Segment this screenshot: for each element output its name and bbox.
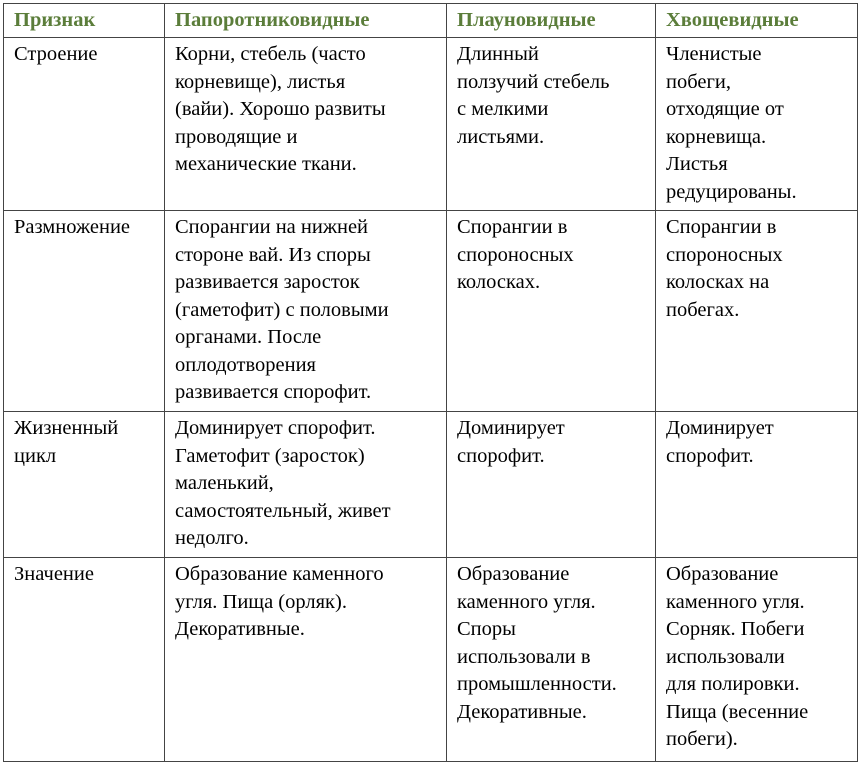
cell-text-line: Жизненный: [14, 417, 119, 439]
cell-clubmosses: [447, 412, 656, 558]
cell-text-line: развивается спорофит.: [175, 381, 372, 403]
cell-text-line: с мелкими: [457, 98, 549, 120]
cell-text-line: Спорангии на нижней: [175, 216, 369, 238]
cell-text-line: стороне вай. Из споры: [175, 243, 371, 266]
cell-text-line: спороносных: [457, 243, 574, 266]
cell-text-line: побегах.: [666, 298, 740, 321]
cell-text-line: Сорняк. Побеги: [666, 618, 805, 640]
cell-feature: Значение: [4, 558, 165, 762]
table-row-significance: [4, 558, 858, 762]
cell-ferns: [165, 38, 447, 211]
cell-text-line: отходящие от: [666, 98, 784, 120]
cell-text-line: Декоративные.: [457, 700, 587, 723]
header-clubmosses: Плауновидные: [447, 4, 656, 38]
table-row-structure: [4, 38, 858, 211]
cell-text-line: Образование каменного: [175, 563, 384, 585]
cell-text-line: Гаметофит (заросток): [175, 444, 365, 467]
cell-text-line: корневища.: [666, 125, 767, 148]
cell-text-line: Образование: [666, 563, 779, 585]
cell-text-line: Корни, стебель (часто: [175, 43, 366, 65]
header-horsetails: Хвощевидные: [656, 4, 858, 38]
cell-text-line: Доминирует спорофит.: [175, 417, 376, 439]
cell-text-line: недолго.: [175, 527, 249, 549]
cell-horsetails: [656, 558, 858, 762]
header-feature: Признак: [4, 4, 165, 38]
cell-text-line: для полировки.: [666, 673, 800, 695]
cell-text-line: побеги).: [666, 728, 738, 750]
cell-text-line: механические ткани.: [175, 153, 357, 175]
cell-text-line: Длинный: [457, 43, 539, 65]
cell-text-line: использовали в: [457, 645, 591, 668]
comparison-table-container: [3, 3, 858, 762]
cell-text-line: развивается заросток: [175, 271, 360, 293]
cell-text-line: Спорангии в: [666, 216, 777, 238]
cell-text-line: Спорангии в: [457, 216, 568, 238]
cell-text-line: маленький,: [175, 472, 274, 494]
cell-text-line: (гаметофит) с половыми: [175, 298, 389, 321]
cell-text-line: проводящие и: [175, 125, 298, 148]
cell-clubmosses: [447, 558, 656, 762]
cell-text-line: спорофит.: [457, 444, 545, 467]
cell-text-line: промышленности.: [457, 673, 617, 695]
cell-feature: Размножение: [4, 211, 165, 412]
cell-ferns: [165, 211, 447, 412]
cell-text-line: использовали: [666, 645, 785, 668]
cell-text-line: (вайи). Хорошо развиты: [175, 98, 386, 120]
cell-horsetails: [656, 38, 858, 211]
cell-text-line: Доминирует: [457, 417, 565, 439]
cell-text-line: каменного угля.: [666, 590, 805, 613]
cell-text-line: листьями.: [457, 125, 545, 148]
cell-clubmosses: [447, 38, 656, 211]
cell-text-line: органами. После: [175, 326, 322, 348]
table-row-reproduction: [4, 211, 858, 412]
cell-text-line: Споры: [457, 618, 516, 640]
cell-text-line: Членистые: [666, 43, 762, 65]
cell-text-line: угля. Пища (орляк).: [175, 590, 347, 613]
cell-text-line: Доминирует: [666, 417, 774, 439]
cell-text-line: побеги,: [666, 70, 731, 93]
cell-feature: [4, 412, 165, 558]
cell-horsetails: [656, 211, 858, 412]
cell-text-line: самостоятельный, живет: [175, 499, 391, 522]
plant-comparison-table: [3, 3, 858, 762]
cell-text-line: корневище), листья: [175, 70, 346, 93]
cell-clubmosses: [447, 211, 656, 412]
cell-text-line: Образование: [457, 563, 570, 585]
cell-text-line: колосках на: [666, 271, 770, 293]
header-row: [4, 4, 858, 38]
cell-ferns: [165, 412, 447, 558]
cell-feature: Строение: [4, 38, 165, 211]
cell-text-line: колосках.: [457, 271, 541, 293]
cell-text-line: каменного угля.: [457, 590, 596, 613]
table-row-life-cycle: [4, 412, 858, 558]
cell-ferns: [165, 558, 447, 762]
cell-text-line: ползучий стебель: [457, 70, 610, 93]
cell-text-line: спороносных: [666, 243, 783, 266]
cell-text-line: Листья: [666, 153, 728, 175]
cell-text-line: оплодотворения: [175, 353, 316, 376]
cell-text-line: цикл: [14, 444, 57, 467]
cell-text-line: Декоративные.: [175, 618, 305, 640]
cell-text-line: спорофит.: [666, 444, 754, 467]
cell-text-line: Пища (весенние: [666, 700, 809, 723]
cell-text-line: редуцированы.: [666, 180, 797, 203]
cell-horsetails: [656, 412, 858, 558]
header-ferns: Папоротниковидные: [165, 4, 447, 38]
